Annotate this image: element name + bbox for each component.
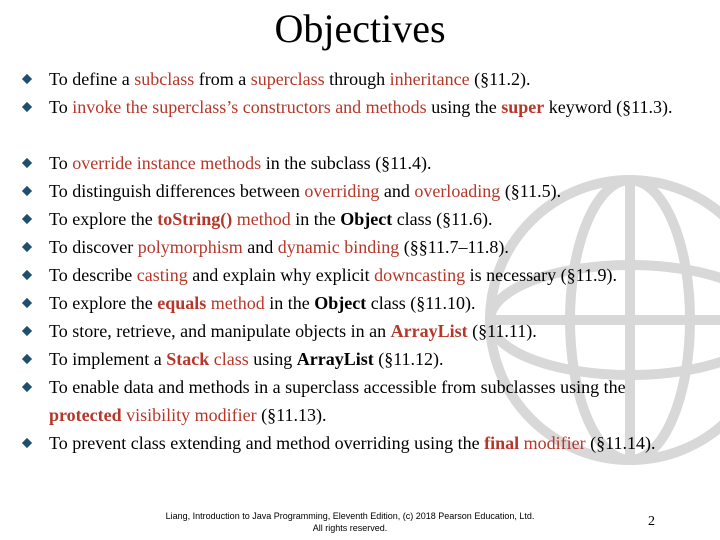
objective-text	[49, 321, 537, 341]
objective-item	[22, 289, 698, 317]
objective-item	[22, 233, 698, 261]
objective-text-segment: Object	[314, 293, 367, 313]
diamond-bullet-icon	[22, 373, 34, 401]
objective-text-segment: and	[379, 181, 415, 201]
diamond-bullet-icon	[22, 65, 34, 93]
diamond-bullet-icon	[22, 289, 34, 317]
footer-line-2: All rights reserved.	[312, 523, 388, 533]
footer-citation	[130, 510, 570, 534]
objective-text-segment: (§11.11).	[467, 321, 537, 341]
diamond-bullet-icon	[22, 149, 34, 177]
objective-text-segment: using the	[426, 97, 502, 117]
objective-text	[49, 433, 655, 453]
page-number: 2	[648, 514, 655, 529]
objective-text-segment: using	[248, 349, 297, 369]
objective-text	[49, 265, 617, 285]
objective-text-segment: (§11.14).	[585, 433, 656, 453]
diamond-bullet-icon	[22, 317, 34, 345]
objective-text-segment: super	[501, 97, 545, 117]
objective-text-segment: through	[324, 69, 390, 89]
objective-text	[49, 209, 493, 229]
objective-item	[22, 373, 698, 429]
objective-text-segment: To enable data and methods in a superclass accessible from subclasses using the	[49, 377, 626, 397]
objective-text-segment: (§11.12).	[373, 349, 444, 369]
objective-text-segment: To distinguish differences between	[49, 181, 305, 201]
objective-text-segment: keyword (§11.3).	[544, 97, 673, 117]
objective-item	[22, 317, 698, 345]
diamond-bullet-icon	[22, 261, 34, 289]
objective-text	[49, 181, 561, 201]
objective-text-segment: dynamic binding	[277, 237, 400, 257]
objective-text-segment: protected	[49, 405, 122, 425]
objective-text-segment: toString()	[157, 209, 233, 229]
objective-item	[22, 65, 698, 93]
objective-text	[49, 153, 432, 173]
objective-text-segment: modifier	[519, 433, 586, 453]
objective-text	[49, 349, 444, 369]
objectives-list	[22, 65, 698, 485]
objective-text-segment: To store, retrieve, and manipulate objects in an	[49, 321, 391, 341]
objective-text-segment: polymorphism	[137, 237, 243, 257]
objective-text-segment: downcasting	[374, 265, 466, 285]
objective-text-segment: is necessary (§11.9).	[465, 265, 617, 285]
objective-text-segment: (§§11.7–11.8).	[399, 237, 509, 257]
objective-text-segment: in the	[290, 209, 341, 229]
objective-item	[22, 205, 698, 233]
objective-text-segment: class	[209, 349, 249, 369]
diamond-bullet-icon	[22, 177, 34, 205]
objective-item	[22, 93, 698, 149]
objective-text	[49, 377, 626, 425]
objective-item	[22, 429, 698, 485]
objective-text-segment: To	[49, 153, 73, 173]
objective-text-segment: inheritance	[389, 69, 470, 89]
objective-text-segment: To	[49, 97, 73, 117]
objective-text-segment: overloading	[414, 181, 501, 201]
objective-text-segment: To describe	[49, 265, 137, 285]
objective-text	[49, 97, 673, 117]
objective-text-segment: To explore the	[49, 293, 158, 313]
objective-text-segment: and	[242, 237, 278, 257]
footer-line-1: Liang, Introduction to Java Programming, Eleventh Edition, (c) 2018 Pearson Education, Ltd.	[165, 511, 535, 521]
diamond-bullet-icon	[22, 429, 34, 457]
objective-text-segment: To explore the	[49, 209, 158, 229]
objective-text-segment: To implement a	[49, 349, 167, 369]
objective-text-segment: Stack	[166, 349, 210, 369]
objective-text-segment: To discover	[49, 237, 138, 257]
objective-text-segment: superclass	[250, 69, 325, 89]
diamond-bullet-icon	[22, 93, 34, 121]
objective-text-segment: (§11.5).	[500, 181, 562, 201]
objective-text	[49, 293, 476, 313]
objective-text-segment: method	[206, 293, 265, 313]
objective-text-segment: in the subclass (§11.4).	[261, 153, 432, 173]
objective-text-segment: visibility modifier	[121, 405, 257, 425]
objective-text-segment: ArrayList	[296, 349, 374, 369]
objective-text-segment: class (§11.6).	[392, 209, 493, 229]
objective-text-segment: To define a	[49, 69, 135, 89]
objective-text-segment: equals	[157, 293, 207, 313]
objective-item	[22, 261, 698, 289]
diamond-bullet-icon	[22, 205, 34, 233]
objective-text-segment: (§11.13).	[256, 405, 327, 425]
objective-item	[22, 149, 698, 177]
diamond-bullet-icon	[22, 345, 34, 373]
objective-text-segment: casting	[136, 265, 188, 285]
objective-text	[49, 237, 509, 257]
objective-text-segment: in the	[264, 293, 315, 313]
objective-text-segment: overriding	[304, 181, 380, 201]
objective-text-segment: subclass	[134, 69, 195, 89]
objective-item	[22, 177, 698, 205]
objective-text-segment: ArrayList	[390, 321, 468, 341]
objective-text-segment: (§11.2).	[469, 69, 531, 89]
objective-text-segment: Object	[340, 209, 393, 229]
objective-text-segment: class (§11.10).	[366, 293, 476, 313]
objective-text-segment: and explain why explicit	[187, 265, 375, 285]
slide-title: Objectives	[274, 6, 446, 51]
diamond-bullet-icon	[22, 233, 34, 261]
objective-text-segment: from a	[194, 69, 251, 89]
objective-text-segment: final	[484, 433, 520, 453]
objective-text-segment: override instance methods	[72, 153, 262, 173]
objective-text	[49, 69, 530, 89]
objective-text-segment: invoke the superclass’s constructors and methods	[72, 97, 427, 117]
objective-text-segment: To prevent class extending and method overriding using the	[49, 433, 485, 453]
objective-text-segment: method	[232, 209, 291, 229]
objective-item	[22, 345, 698, 373]
